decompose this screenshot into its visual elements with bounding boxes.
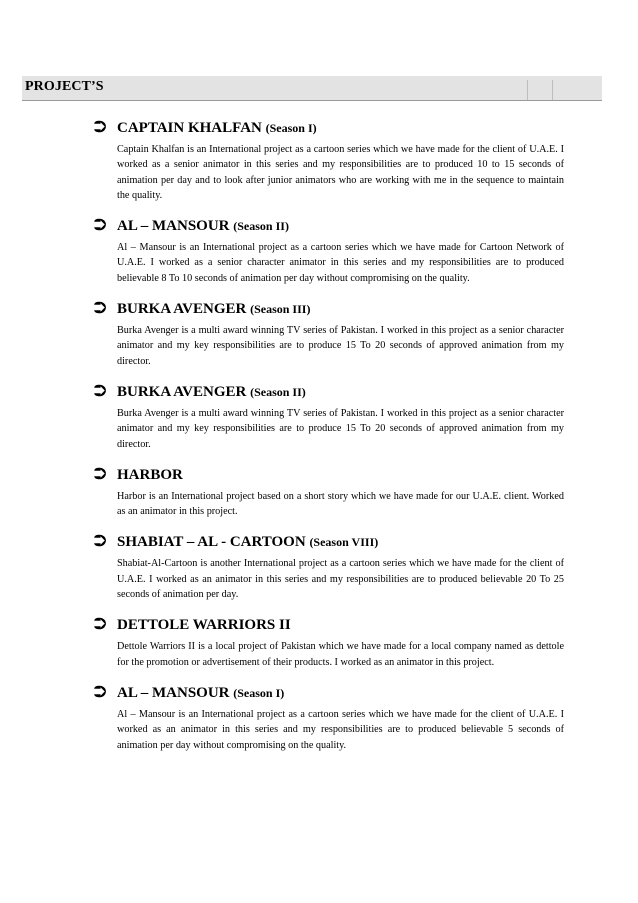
project-item [94,383,564,452]
arrow-bullet-icon: ⮊ [94,616,107,634]
project-heading [94,383,564,401]
project-title: HARBOR [117,466,183,483]
header-divider [552,80,553,100]
project-title: CAPTAIN KHALFAN [117,120,262,136]
project-description: Burka Avenger is a multi award winning TV series of Pakistan. I worked in this project as a senior character animator and my key responsibilities are to produce 15 To 20 seconds of approved animation from my director. [117,407,564,450]
project-heading [94,466,564,484]
project-season: (Season II) [250,384,306,399]
project-description: Harbor is an International project based on a short story which we have made for our U.A.E. client. Worked as an animator in this project. [117,490,564,518]
project-item [94,300,564,369]
project-title: DETTOLE WARRIORS II [117,617,291,634]
project-heading [94,300,564,318]
arrow-bullet-icon: ⮊ [94,119,107,136]
project-season: (Season VIII) [309,535,379,550]
arrow-bullet-icon: ⮊ [94,465,107,483]
header-divider [527,80,528,100]
project-description: Shabiat-Al-Cartoon is another International project as a cartoon series which we have made for the client of U.A.E. I worked as an animator in this series and my responsibilities are to produced believable 20 To 25 seconds of animation per day. [117,558,564,601]
project-season: (Season I) [265,121,317,135]
project-description: Dettole Warriors II is a local project of Pakistan which we have made for a local company named as dettole for the promotion or advertisement of their products. I worked as an animator in this project. [117,641,564,668]
project-item [94,217,564,286]
project-season: (Season II) [233,219,289,234]
project-heading [94,616,564,634]
project-title: BURKA AVENGER [117,301,247,318]
project-description: Captain Khalfan is an International project as a cartoon series which we have made for the client of U.A.E. I worked as a senior animator in this series and my responsibilities are to produced 10 to 15 seconds of animation per day and to look after junior animators who are working with me in the sequence to maintain the quality. [117,144,564,201]
project-heading [94,119,564,137]
project-heading [94,684,564,702]
section-title: PROJECT’S [25,79,104,94]
project-season: (Season I) [233,685,285,700]
project-item [94,616,564,670]
arrow-bullet-icon: ⮊ [94,533,107,551]
project-heading [94,533,564,551]
arrow-bullet-icon: ⮊ [94,382,107,400]
project-season: (Season III) [250,302,311,317]
project-title: SHABIAT – AL - CARTOON [117,534,306,551]
project-description: Al – Mansour is an International project as a cartoon series which we have made for Cartoon Network of U.A.E. I worked as a senior character animator in this series and my responsibilities are to produced believable 8 To 10 seconds of animation per day without compromising on the quality. [117,242,564,284]
project-title: BURKA AVENGER [117,383,247,400]
project-title: AL – MANSOUR [117,218,230,235]
section-header-bar [22,76,602,101]
project-item [94,684,564,753]
project-title: AL – MANSOUR [117,684,230,701]
arrow-bullet-icon: ⮊ [94,683,107,701]
projects-list [94,119,564,767]
project-item [94,466,564,520]
project-description: Burka Avenger is a multi award winning TV series of Pakistan. I worked in this project as a senior character animator and my key responsibilities are to produce 15 To 20 seconds of approved animation from my director. [117,325,564,367]
project-heading [94,217,564,235]
project-description: Al – Mansour is an International project as a cartoon series which we have made for the client of U.A.E. I worked as an animator in this series and my responsibilities are to produced believable 5 seconds of animation per day without compromising on the quality. [117,708,564,751]
project-item [94,533,564,602]
arrow-bullet-icon: ⮊ [94,300,107,318]
arrow-bullet-icon: ⮊ [94,217,107,235]
project-item [94,119,564,203]
